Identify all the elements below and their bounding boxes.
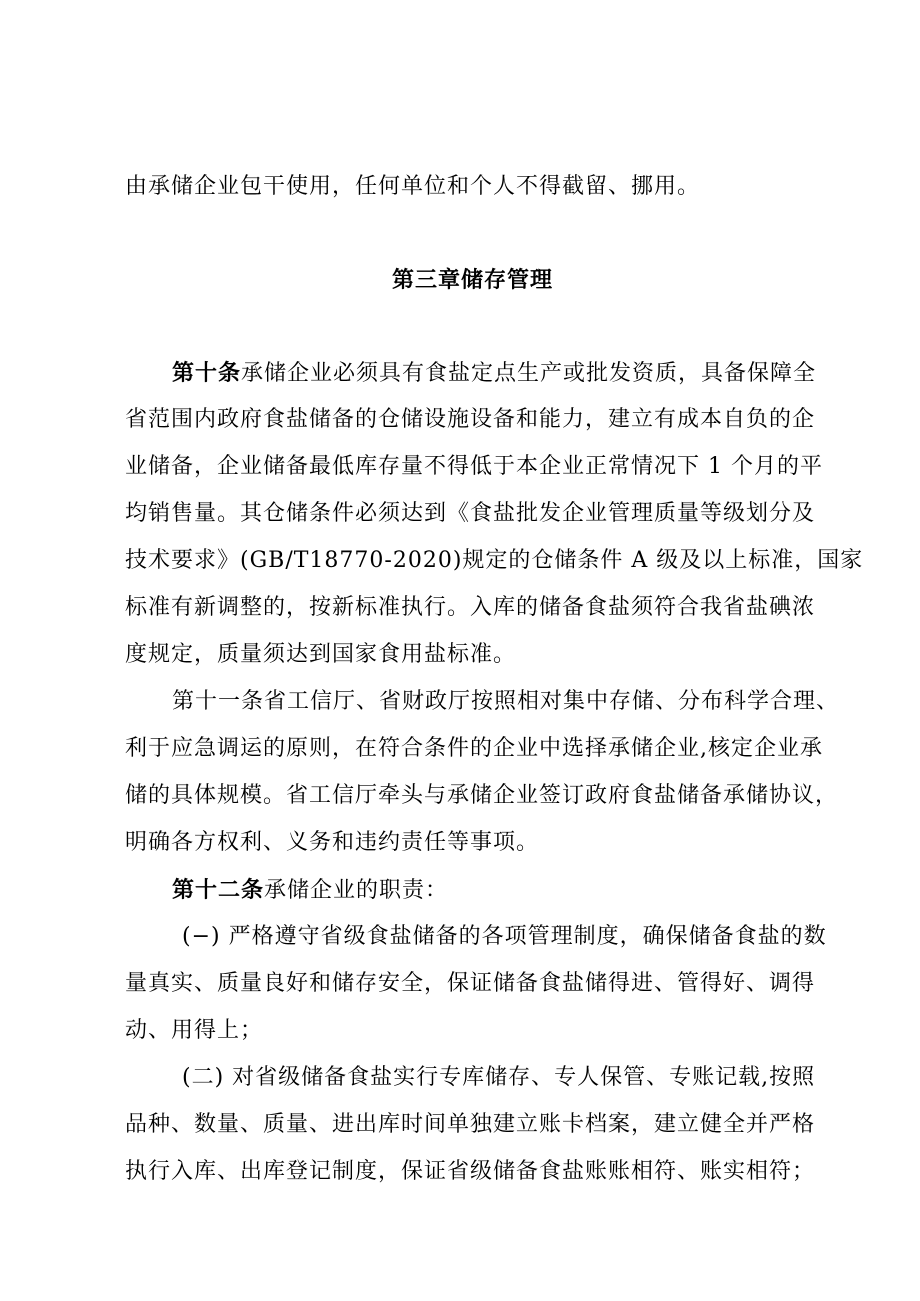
article-11-line-2: 利于应急调运的原则，在符合条件的企业中选择承储企业,核定企业承 bbox=[125, 736, 823, 761]
article-12-line-1 bbox=[172, 875, 448, 906]
chapter-title: 第三章储存管理 bbox=[392, 267, 554, 293]
article-10-line-1-text: 承储企业必须具有食盐定点生产或批发资质，具备保障全 bbox=[241, 361, 817, 386]
article-12-item-1-line-3: 动、用得上； bbox=[125, 1018, 264, 1043]
article-11-line-3: 储的具体规模。省工信厅牵头与承储企业签订政府食盐储备承储协议， bbox=[125, 783, 839, 808]
article-10-line-6: 标准有新调整的，按新标准执行。入库的储备食盐须符合我省盐碘浓 bbox=[125, 595, 816, 620]
article-12-item-1-line-2: 量真实、质量良好和储存安全，保证储备食盐储得进、管得好、调得 bbox=[125, 971, 816, 996]
article-12-item-2-line-1: (二) 对省级储备食盐实行专库储存、专人保管、专账记载,按照 bbox=[182, 1065, 816, 1090]
article-10-line-2: 省范围内政府食盐储备的仓储设施设备和能力，建立有成本自负的企 bbox=[125, 407, 816, 432]
article-11-line-1: 第十一条省工信厅、省财政厅按照相对集中存储、分布科学合理、 bbox=[172, 689, 840, 714]
article-12-item-1-line-1: (−) 严格遵守省级食盐储备的各项管理制度，确保储备食盐的数 bbox=[182, 924, 827, 949]
article-10-line-5: 技术要求》(GB/T18770-2020)规定的仓储条件 A 级及以上标准，国家 bbox=[125, 548, 864, 573]
article-10-label: 第十条 bbox=[172, 360, 242, 386]
article-10-line-4: 均销售量。其仓储条件必须达到《食盐批发企业管理质量等级划分及 bbox=[125, 501, 816, 526]
article-10-line-3: 业储备，企业储备最低库存量不得低于本企业正常情况下 1 个月的平 bbox=[125, 454, 823, 479]
article-12-line-1-text: 承储企业的职责： bbox=[264, 878, 449, 903]
article-10-line-7: 度规定，质量须达到国家食用盐标准。 bbox=[125, 642, 517, 667]
article-10-line-1 bbox=[172, 358, 816, 389]
article-12-label: 第十二条 bbox=[172, 877, 265, 903]
article-12-item-2-line-3: 执行入库、出库登记制度，保证省级储备食盐账账相符、账实相符； bbox=[125, 1159, 816, 1184]
article-12-item-2-line-2: 品种、数量、质量、进出库时间单独建立账卡档案，建立健全并严格 bbox=[125, 1112, 816, 1137]
continuation-line: 由承储企业包干使用，任何单位和个人不得截留、挪用。 bbox=[125, 174, 701, 199]
article-11-line-4: 明确各方权利、义务和违约责任等事项。 bbox=[125, 830, 540, 855]
